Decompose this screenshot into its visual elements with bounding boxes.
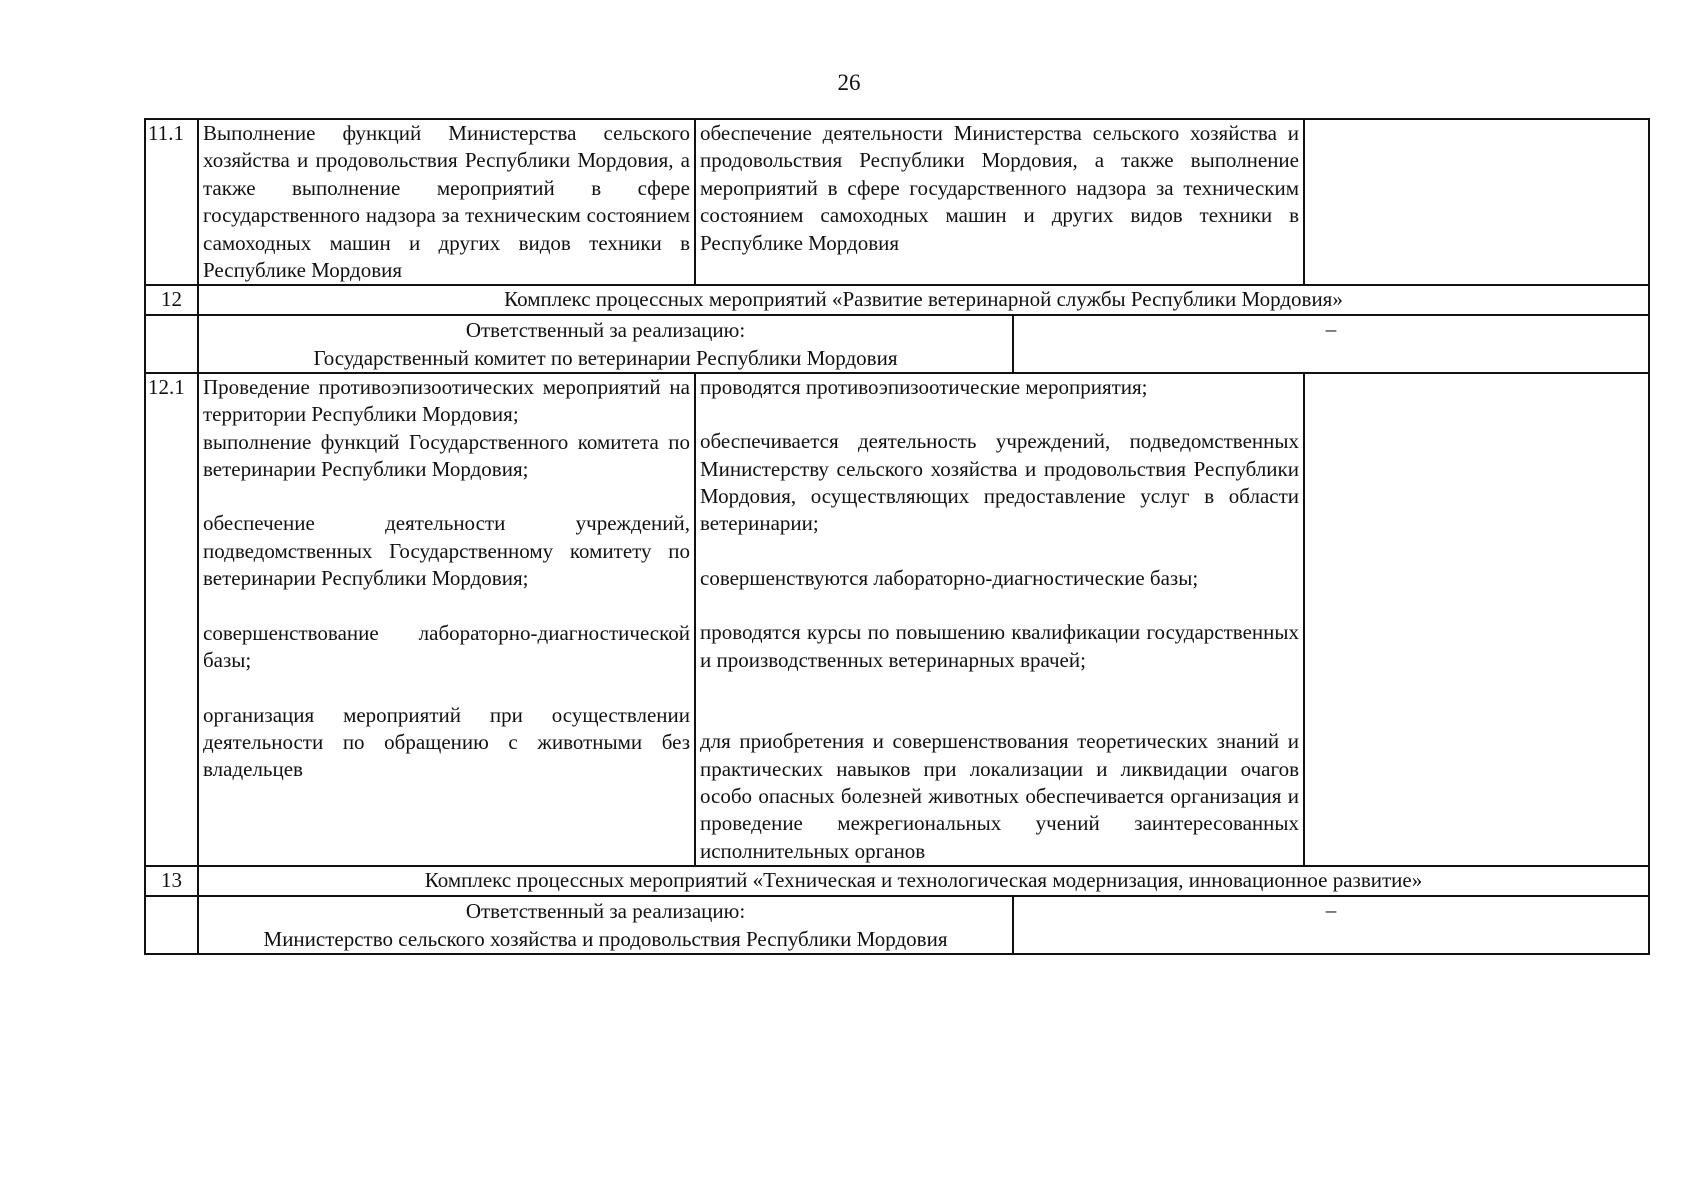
measures-table — [144, 118, 1650, 955]
complex-title: Комплекс процессных мероприятий «Техническая и технологическая модернизация, инновационное развитие» — [197, 867, 1648, 894]
responsible-org: Министерство сельского хозяйства и продовольствия Республики Мордовия — [263, 926, 948, 951]
task-link — [1303, 374, 1648, 865]
task-link — [1303, 120, 1648, 284]
task-name — [197, 374, 694, 865]
responsible-value: – — [1012, 897, 1648, 953]
task-name-item: обеспечение деятельности учреждений, подведомственных Государственному комитету по ветеринарии Республики Мордовия; — [203, 511, 690, 591]
responsible-org: Государственный комитет по ветеринарии Республики Мордовия — [313, 345, 898, 370]
task-result-item: проводятся противоэпизоотические мероприятия; — [700, 374, 1148, 399]
task-result-item: проводятся курсы по повышению квалификации государственных и производственных ветеринарных врачей; — [700, 620, 1299, 672]
row-number: 12.1 — [148, 374, 185, 399]
responsible-label: Ответственный за реализацию: — [465, 317, 746, 342]
row-number: 12 — [161, 287, 182, 312]
task-result: обеспечение деятельности Министерства сельского хозяйства и продовольствия Республики Мордовия, а также выполнение мероприятий в сфере государственного надзора за техническим состоянием самоходных машин и других видов техники в Республике Мордовия — [694, 120, 1303, 284]
task-name: Выполнение функций Министерства сельского хозяйства и продовольствия Республики Мордовия, а также выполнение мероприятий в сфере государственного надзора за техническим состоянием самоходных машин и других видов техники в Республике Мордовия — [197, 120, 694, 284]
row-number: 13 — [161, 868, 182, 893]
task-result-item: обеспечивается деятельность учреждений, подведомственных Министерству сельского хозяйства и продовольствия Республики Мордовия, осуществляющих предоставление услуг в области ветеринарии; — [700, 429, 1299, 536]
task-name-item: выполнение функций Государственного комитета по ветеринарии Республики Мордовия; — [203, 429, 690, 482]
table-row-12-responsible — [146, 314, 1648, 372]
table-row-11-1 — [146, 120, 1648, 284]
responsible-label: Ответственный за реализацию: — [465, 898, 746, 923]
responsible-cell — [197, 316, 1012, 372]
complex-title: Комплекс процессных мероприятий «Развитие ветеринарной службы Республики Мордовия» — [197, 286, 1648, 313]
row-number: 11.1 — [148, 121, 184, 145]
task-result — [694, 374, 1303, 865]
table-row-13-responsible — [146, 895, 1648, 953]
responsible-cell — [197, 897, 1012, 953]
task-result-item: для приобретения и совершенствования теоретических знаний и практических навыков при локализации и ликвидации очагов особо опасных болезней животных обеспечивается организация и проведение межрегиональных учений заинтересованных исполнительных органов — [700, 729, 1299, 863]
row-number-empty — [146, 316, 197, 372]
table-row-12-1 — [146, 372, 1648, 865]
table-row-13 — [146, 865, 1648, 894]
page-number: 26 — [837, 70, 861, 95]
task-name-item: Проведение противоэпизоотических мероприятий на территории Республики Мордовия; — [203, 374, 690, 427]
table-row-12 — [146, 284, 1648, 313]
task-name-item: организация мероприятий при осуществлении деятельности по обращению с животными без владельцев — [203, 702, 690, 782]
responsible-value: – — [1012, 316, 1648, 372]
task-name-item: совершенствование лабораторно-диагностической базы; — [203, 620, 690, 673]
task-result-item: совершенствуются лабораторно-диагностические базы; — [700, 565, 1199, 590]
row-number-empty — [146, 897, 197, 953]
